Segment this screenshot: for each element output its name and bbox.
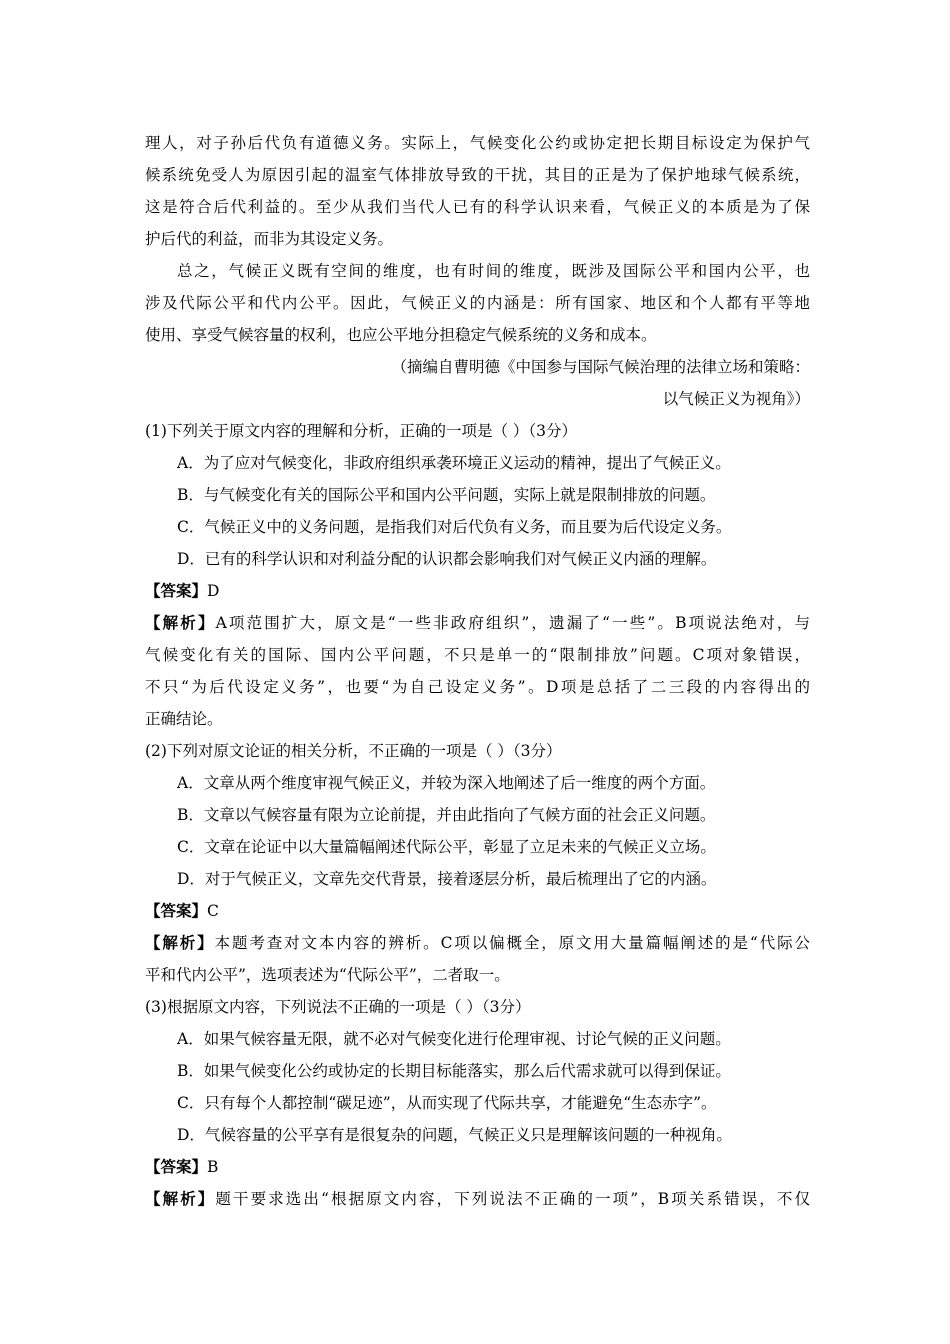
option-d: D．气候容量的公平享有是很复杂的问题，气候正义只是理解该问题的一种视角。 [177,1126,732,1144]
option-c: C．只有每个人都控制“碳足迹”，从而实现了代际共享，才能避免“生态赤字”。 [177,1094,717,1112]
answer-value: B [207,1158,219,1176]
option-c: C．气候正义中的义务问题，是指我们对后代负有义务，而且要为后代设定义务。 [177,518,732,536]
answer-line [145,1157,810,1177]
analysis-line: 平和代内公平”，选项表述为“代际公平”，二者取一。 [145,966,510,984]
question-stem: (2)下列对原文论证的相关分析，不正确的一项是（ ）（3分） [145,742,562,760]
analysis-line [145,933,810,953]
passage-line: 总之，气候正义既有空间的维度，也有时间的维度，既涉及国际公平和国内公平，也 [177,262,810,280]
question-stem: (3)根据原文内容，下列说法不正确的一项是（ ）（3分） [145,998,531,1016]
passage-line: 候系统免受人为原因引起的温室气体排放导致的干扰，其目的正是为了保护地球气候系统， [145,166,810,184]
analysis-line [145,613,810,633]
source-citation: 以气候正义为视角》） [662,390,810,408]
passage-line: 理人，对子孙后代负有道德义务。实际上，气候变化公约或协定把长期目标设定为保护气 [145,134,810,152]
source-citation: （摘编自曹明德《中国参与国际气候治理的法律立场和策略： [391,358,810,376]
option-b: B．与气候变化有关的国际公平和国内公平问题，实际上就是限制排放的问题。 [177,486,716,504]
option-a: A．文章从两个维度审视气候正义，并较为深入地阐述了后一维度的两个方面。 [177,774,716,792]
answer-value: C [207,902,219,920]
passage-line: 涉及代际公平和代内公平。因此，气候正义的内涵是：所有国家、地区和个人都有平等地 [145,294,810,312]
analysis-tag: 【解析】 [145,933,215,952]
option-d: D．已有的科学认识和对利益分配的认识都会影响我们对气候正义内涵的理解。 [177,550,717,568]
option-c: C．文章在论证中以大量篇幅阐述代际公平，彰显了立足未来的气候正义立场。 [177,838,716,856]
analysis-line: 正确结论。 [145,710,223,728]
analysis-text: A项范围扩大，原文是“一些非政府组织”，遗漏了“一些”。B项说法绝对，与 [215,614,810,632]
passage-line: 护后代的利益，而非为其设定义务。 [145,230,394,248]
passage-line: 使用、享受气候容量的权利，也应公平地分担稳定气候系统的义务和成本。 [145,326,657,344]
passage-line: 这是符合后代利益的。至少从我们当代人已有的科学认识来看，气候正义的本质是为了保 [145,198,810,216]
question-stem: (1)下列关于原文内容的理解和分析，正确的一项是（ ）（3分） [145,422,577,440]
option-a: A．为了应对气候变化，非政府组织承袭环境正义运动的精神，提出了气候正义。 [177,454,731,472]
analysis-tag: 【解析】 [145,613,216,632]
option-a: A．如果气候容量无限，就不必对气候变化进行伦理审视、讨论气候的正义问题。 [177,1030,731,1048]
answer-tag: 【答案】 [145,581,208,600]
answer-tag: 【答案】 [145,1157,208,1176]
analysis-text: 本题考查对文本内容的辨析。C项以偏概全，原文用大量篇幅阐述的是“代际公 [214,934,810,952]
option-d: D．对于气候正义，文章先交代背景，接着逐层分析，最后梳理出了它的内涵。 [177,870,717,888]
analysis-line: 气候变化有关的国际、国内公平问题，不只是单一的“限制排放”问题。C项对象错误， [145,646,810,664]
answer-line [145,581,810,601]
analysis-tag: 【解析】 [145,1189,216,1208]
option-b: B．如果气候变化公约或协定的长期目标能落实，那么后代需求就可以得到保证。 [177,1062,731,1080]
answer-tag: 【答案】 [145,901,208,920]
answer-value: D [207,582,220,600]
analysis-text: 题干要求选出“根据原文内容，下列说法不正确的一项”，B项关系错误，不仅 [215,1190,810,1208]
option-b: B．文章以气候容量有限为立论前提，并由此指向了气候方面的社会正义问题。 [177,806,716,824]
analysis-line [145,1189,810,1209]
answer-line [145,901,810,921]
analysis-line: 不只“为后代设定义务”，也要“为自己设定义务”。D项是总括了二三段的内容得出的 [145,678,810,696]
